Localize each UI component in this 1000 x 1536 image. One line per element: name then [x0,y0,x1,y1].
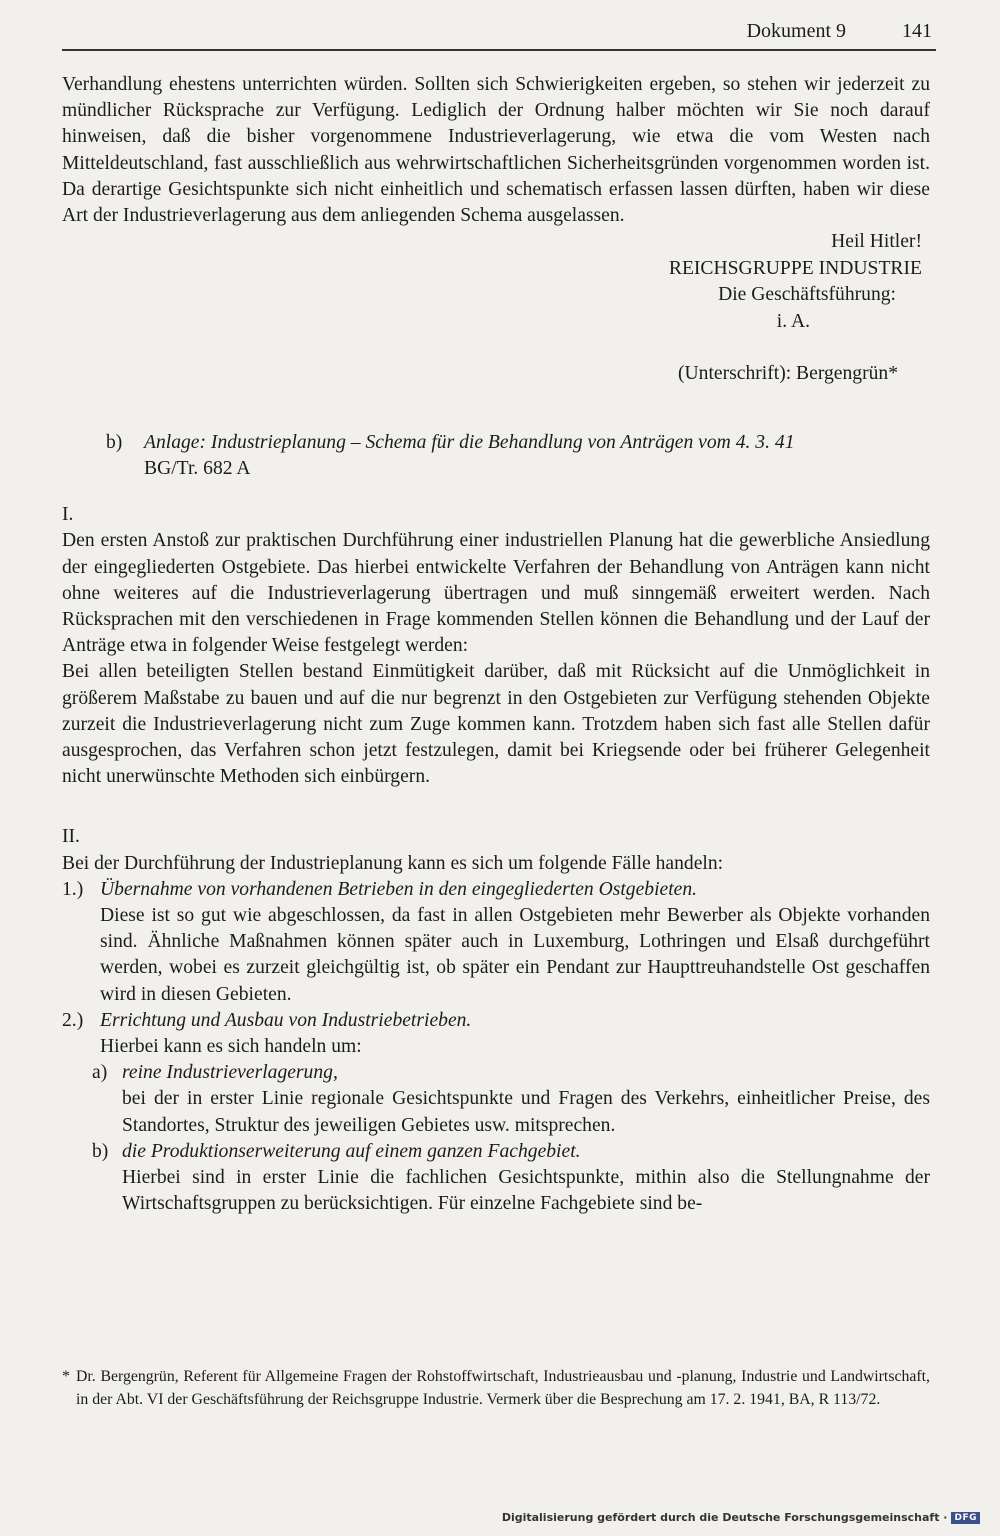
sub-item-b [92,1139,930,1218]
closing-signature: (Unterschrift): Bergengrün* [678,363,898,385]
credit-text: Digitalisierung gefördert durch die Deutsche Forschungsgemeinschaft · [501,1511,948,1524]
document-label: Dokument 9 [746,20,846,42]
list-item-1-title: Übernahme von vorhandenen Betrieben in den eingegliederten Ostgebieten. [100,878,698,900]
sub-item-a-marker: a) [92,1062,108,1084]
annex-title: Anlage: Industrieplanung – Schema für die Behandlung von Anträgen vom 4. 3. 41 [144,431,795,453]
sub-item-b-text: Hierbei sind in erster Linie die fachlichen Gesichtspunkte, mithin also die Stellungnahme der Wirtschaftsgruppen zu berücksichtigen. Für einzelne Fachgebiete sind be- [122,1167,930,1215]
list-item-2-text: Hierbei kann es sich handeln um: [100,1035,362,1057]
footnote-marker: * [62,1368,70,1385]
closing-greeting: Heil Hitler! [831,231,922,253]
list-item-1-text: Diese ist so gut wie abgeschlossen, da fast in allen Ostgebieten mehr Bewerber als Objekte vorhanden sind. Ähnliche Maßnahmen können später auch in Luxemburg, Lothringen und Elsaß durchgeführt werden, wobei es zurzeit gleichgültig ist, ob später ein Pendant zur Haupttreuhandstelle Ost geschaffen wird in diesen Gebieten. [100,904,930,1005]
sub-item-a-text: bei der in erster Linie regionale Gesichtspunkte und Fragen des Verkehrs, einheitlicher Preise, des Standortes, Struktur des jeweiligen Gebietes usw. mitsprechen. [122,1088,930,1136]
section-2-heading: II. [62,826,80,848]
list-item-2-marker: 2.) [62,1009,84,1031]
section-2-intro: Bei der Durchführung der Industrieplanung kann es sich um folgende Fälle handeln: [62,852,724,874]
running-header [62,20,932,50]
section-1-paragraph-1: Den ersten Anstoß zur praktischen Durchführung einer industriellen Planung hat die gewerbliche Ansiedlung der eingegliederten Ostgebiete. Das hierbei entwickelte Verfahren der Behandlung von Anträgen kann nicht ohne weiteres auf die Industrieverlagerung übertragen und muß sinngemäß erweitert werden. Nach Rücksprachen mit den verschiedenen in Frage kommenden Stellen können die Behandlung und der Lauf der Anträge etwa in folgender Weise festgelegt werden: [62,530,930,657]
closing-ia: i. A. [776,310,810,332]
list-item-1-marker: 1.) [62,878,84,900]
section-2 [62,824,930,1217]
footnote [62,1366,930,1411]
letter-closing [62,229,922,388]
closing-dept: Die Geschäftsführung: [718,284,896,306]
closing-org: REICHSGRUPPE INDUSTRIE [668,257,922,279]
sub-item-a-title: reine Industrieverlagerung, [122,1062,338,1084]
section-1 [62,502,930,790]
annex-ref: BG/Tr. 682 A [144,457,251,479]
list-item-1 [62,877,930,1008]
header-rule [62,49,936,51]
annex-heading [62,430,930,482]
sub-item-b-marker: b) [92,1140,109,1162]
list-item-2-title: Errichtung und Ausbau von Industriebetrieben. [100,1009,472,1031]
dfg-logo-icon: DFG [951,1512,980,1524]
section-1-heading: I. [62,504,74,526]
page-number: 141 [902,20,932,42]
section-1-paragraph-2: Bei allen beteiligten Stellen bestand Einmütigkeit darüber, daß mit Rücksicht auf die Unmöglichkeit in größerem Maßstabe zu bauen und auf die nur begrenzt in den Ostgebieten zur Verfügung stehenden Objekte zurzeit die Industrieverlagerung nicht zum Zuge kommen kann. Trotzdem haben sich fast alle Stellen dafür ausgesprochen, das Verfahren schon jetzt festzulegen, damit bei Kriegsende oder bei früherer Gelegenheit nicht unerwünschte Methoden sich einbürgern. [62,661,930,788]
sub-item-b-title: die Produktionserweiterung auf einem ganzen Fachgebiet. [122,1140,581,1162]
intro-paragraph: Verhandlung ehestens unterrichten würden. Sollten sich Schwierigkeiten ergeben, so stehen wir jederzeit zu mündlicher Rücksprache zur Verfügung. Lediglich der Ordnung halber möchten wir Sie noch darauf hinweisen, daß die bisher vorgenommene Industrieverlagerung, wie etwa die vom Westen nach Mitteldeutschland, fast ausschließlich aus wehrwirtschaftlichen Sicherheitsgründen vorgenommen worden ist. Da derartige Gesichtspunkte sich nicht einheitlich und schematisch erfassen lassen dürften, haben wir diese Art der Industrieverlagerung aus dem anliegenden Schema ausgelassen. [62,74,930,227]
digitization-credit [502,1511,980,1524]
list-item-2 [62,1008,930,1218]
main-text [62,72,930,1217]
annex-label: b) [106,431,123,453]
sub-item-a [92,1060,930,1139]
footnote-text: Dr. Bergengrün, Referent für Allgemeine Fragen der Rohstoffwirtschaft, Industrieausbau und -planung, Industrie und Landwirtschaft, in der Abt. VI der Geschäftsführung der Reichsgruppe Industrie. Vermerk über die Besprechung am 17. 2. 1941, BA, R 113/72. [76,1368,930,1408]
